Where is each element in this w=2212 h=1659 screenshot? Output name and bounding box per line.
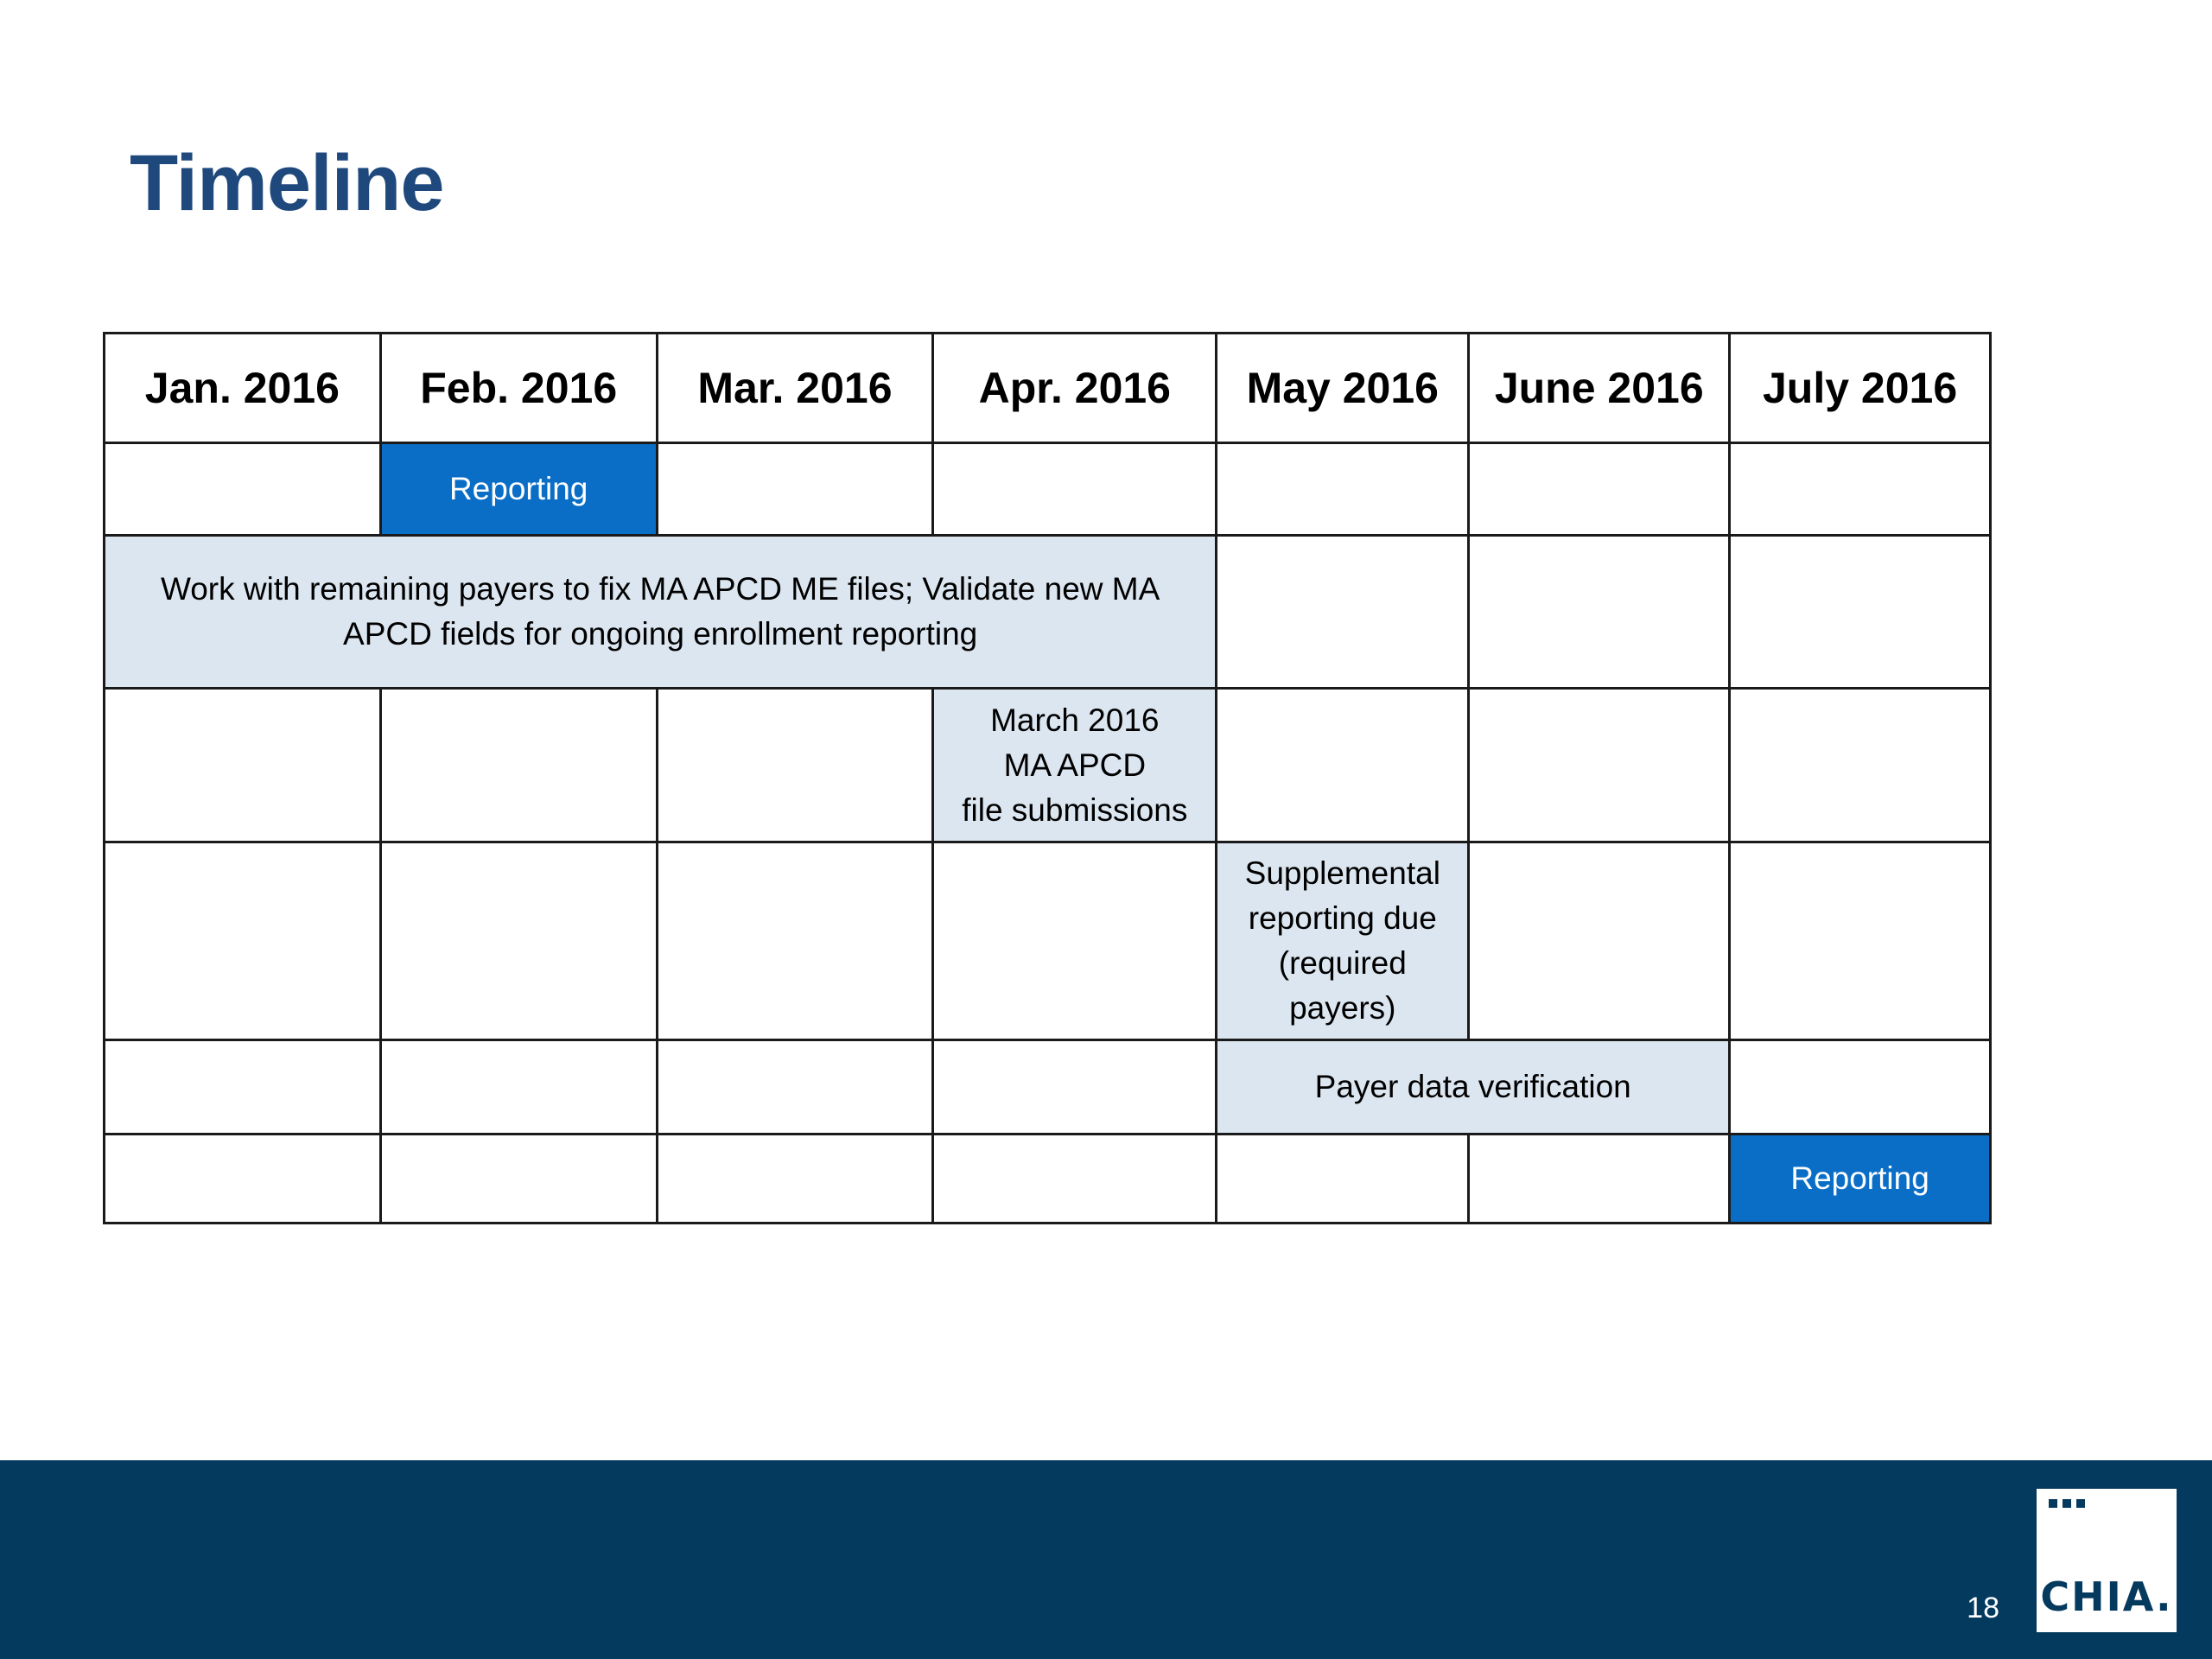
empty-cell <box>1217 689 1469 842</box>
empty-cell <box>1469 443 1730 536</box>
task-reporting-july: Reporting <box>1730 1135 1991 1224</box>
slide-title: Timeline <box>130 139 444 227</box>
empty-cell <box>1217 536 1469 689</box>
task-march-submissions <box>933 689 1217 842</box>
empty-cell <box>105 842 381 1040</box>
empty-cell <box>1469 689 1730 842</box>
empty-cell <box>1469 1135 1730 1224</box>
month-header-may: May 2016 <box>1217 334 1469 443</box>
empty-cell <box>1730 443 1991 536</box>
empty-cell <box>1730 842 1991 1040</box>
empty-cell <box>657 1135 933 1224</box>
empty-cell <box>1469 842 1730 1040</box>
empty-cell <box>380 1040 657 1135</box>
month-header-jan: Jan. 2016 <box>105 334 381 443</box>
task-line: reporting due <box>1248 900 1437 936</box>
empty-cell <box>933 443 1217 536</box>
empty-cell <box>105 689 381 842</box>
table-row <box>105 842 1991 1040</box>
empty-cell <box>657 842 933 1040</box>
header-row <box>105 334 1991 443</box>
task-line: (required <box>1278 945 1407 981</box>
task-line: Supplemental <box>1244 855 1440 891</box>
empty-cell <box>1469 536 1730 689</box>
month-header-june: June 2016 <box>1469 334 1730 443</box>
logo-text: CHIA. <box>2040 1573 2173 1620</box>
empty-cell <box>657 689 933 842</box>
empty-cell <box>1730 536 1991 689</box>
page-number: 18 <box>1967 1592 1999 1624</box>
chia-logo <box>2037 1489 2177 1632</box>
empty-cell <box>933 842 1217 1040</box>
empty-cell <box>933 1135 1217 1224</box>
task-payer-verification: Payer data verification <box>1217 1040 1730 1135</box>
empty-cell <box>657 1040 933 1135</box>
task-line: payers) <box>1289 990 1396 1026</box>
task-line: March 2016 <box>990 702 1160 738</box>
table-row <box>105 689 1991 842</box>
month-header-feb: Feb. 2016 <box>380 334 657 443</box>
footer-bar <box>0 1460 2212 1659</box>
empty-cell <box>380 689 657 842</box>
timeline-table <box>103 332 1992 1224</box>
table-row <box>105 1135 1991 1224</box>
table-row <box>105 536 1991 689</box>
empty-cell <box>105 1040 381 1135</box>
empty-cell <box>380 842 657 1040</box>
empty-cell <box>933 1040 1217 1135</box>
task-reporting-feb: Reporting <box>380 443 657 536</box>
empty-cell <box>657 443 933 536</box>
table-row <box>105 1040 1991 1135</box>
task-fix-me-files: Work with remaining payers to fix MA APCD ME files; Validate new MA APCD fields for ongoing enrollment reporting <box>105 536 1217 689</box>
empty-cell <box>1730 689 1991 842</box>
empty-cell <box>105 1135 381 1224</box>
empty-cell <box>105 443 381 536</box>
month-header-apr: Apr. 2016 <box>933 334 1217 443</box>
task-supplemental-reporting <box>1217 842 1469 1040</box>
task-line: file submissions <box>962 791 1188 828</box>
empty-cell <box>380 1135 657 1224</box>
task-line: MA APCD <box>1003 747 1147 783</box>
table-row <box>105 443 1991 536</box>
empty-cell <box>1217 443 1469 536</box>
empty-cell <box>1730 1040 1991 1135</box>
month-header-mar: Mar. 2016 <box>657 334 933 443</box>
month-header-july: July 2016 <box>1730 334 1991 443</box>
logo-dots-icon <box>2049 1499 2085 1508</box>
empty-cell <box>1217 1135 1469 1224</box>
